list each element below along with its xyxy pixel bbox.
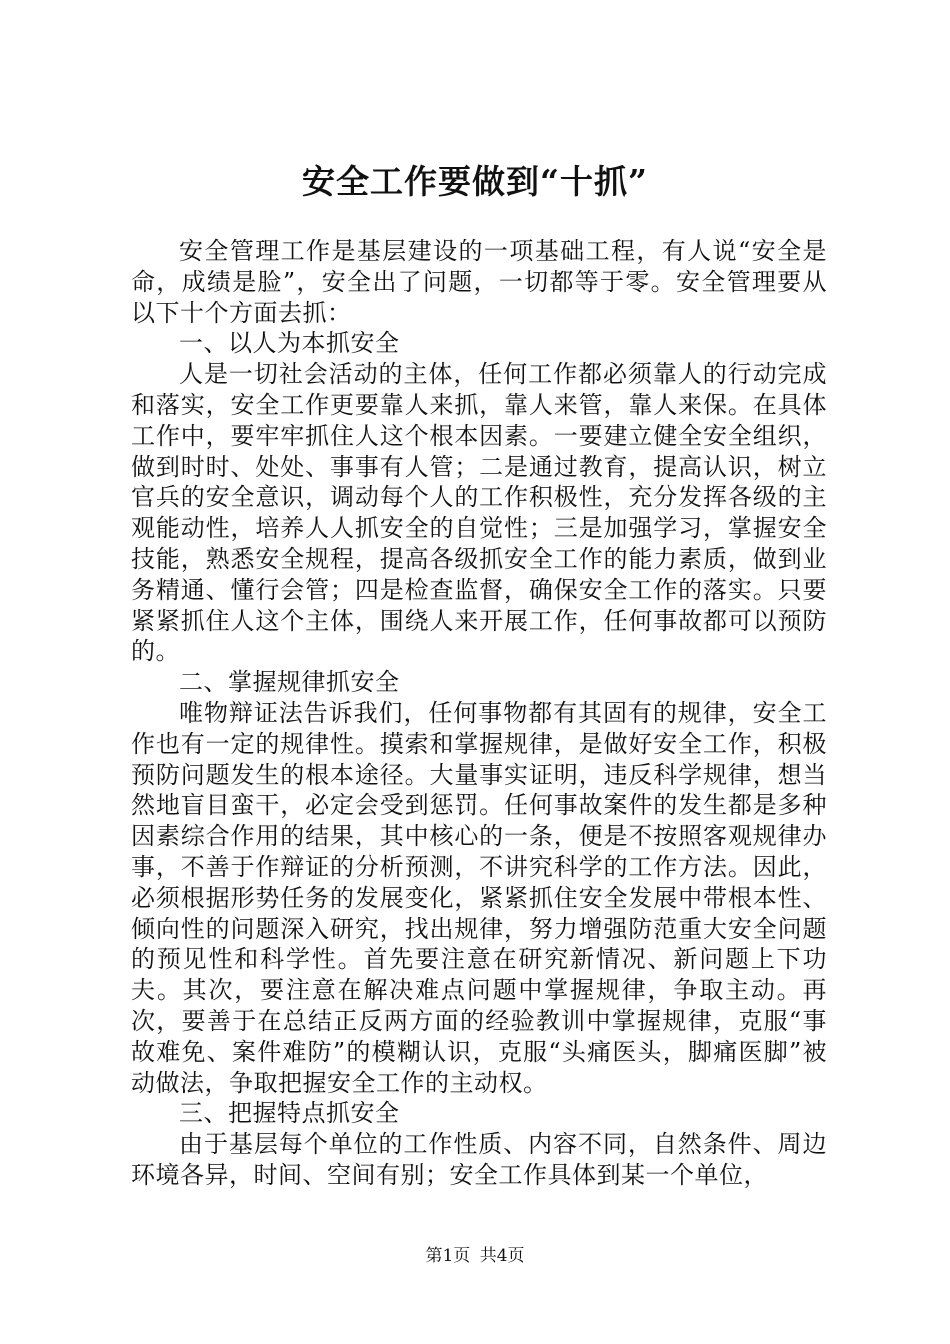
paragraph-section-2: 唯物辩证法告诉我们，任何事物都有其固有的规律，安全工作也有一定的规律性。摸索和掌握规律，是做好安全工作，积极预防问题发生的根本途径。大量事实证明，违反科学规律，想当然地盲目蛮干，必定会受到惩罚。任何事故案件的发生都是多种因素综合作用的结果，其中核心的一条，便是不按照客观规律办事，不善于作辩证的分析预测，不讲究科学的工作方法。因此，必须根据形势任务的发展变化，紧紧抓住安全发展中带根本性、倾向性的问题深入研究，找出规律，努力增强防范重大安全问题的预见性和科学性。首先要注意在研究新情况、新问题上下功夫。其次，要注意在解决难点问题中掌握规律，争取主动。再次，要善于在总结正反两方面的经验教训中掌握规律，克服“事故难免、案件难防”的模糊认识，克服“头痛医头，脚痛医脚”被动做法，争取把握安全工作的主动权。 [131,698,827,1097]
paragraph-section-3: 由于基层每个单位的工作性质、内容不同，自然条件、周边环境各异，时间、空间有别；安全工作具体到某一个单位， [131,1130,827,1189]
section-heading-3: 三、把握特点抓安全 [179,1099,400,1128]
section-heading-2: 二、掌握规律抓安全 [179,668,400,697]
paragraph-intro: 安全管理工作是基层建设的一项基础工程，有人说“安全是命，成绩是脸”，安全出了问题，一切都等于零。安全管理要从以下十个方面去抓： [131,237,827,327]
document-title: 安全工作要做到“十抓” [302,162,648,201]
paragraph-section-1: 人是一切社会活动的主体，任何工作都必须靠人的行动完成和落实，安全工作更要靠人来抓，靠人来管，靠人来保。在具体工作中，要牢牢抓住人这个根本因素。一要建立健全安全组织，做到时时、处处、事事有人管；二是通过教育，提高认识，树立官兵的安全意识，调动每个人的工作积极性，充分发挥各级的主观能动性，培养人人抓安全的自觉性；三是加强学习，掌握安全技能，熟悉安全规程，提高各级抓安全工作的能力素质，做到业务精通、懂行会管；四是检查监督，确保安全工作的落实。只要紧紧抓住人这个主体，围绕人来开展工作，任何事故都可以预防的。 [131,360,827,666]
section-heading-1: 一、以人为本抓安全 [179,329,400,358]
page-footer: 第1页 共4页 [425,1246,525,1266]
document-body [131,236,827,1191]
